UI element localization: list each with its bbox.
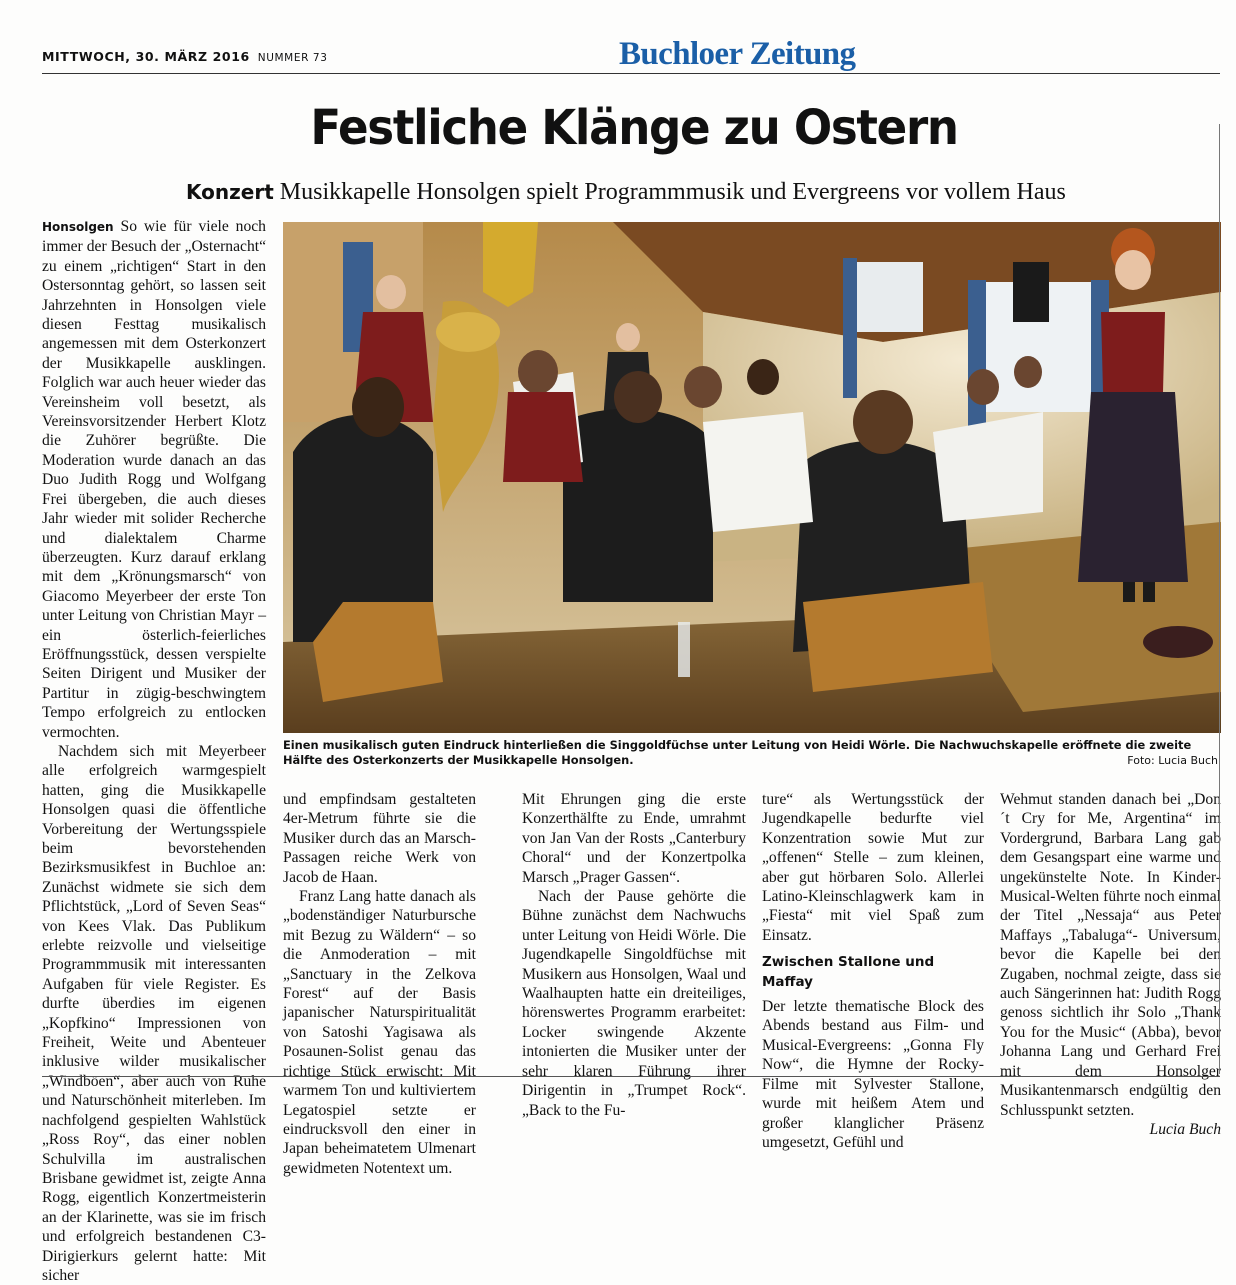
article-column-4 <box>762 790 984 1152</box>
paragraph: Mit Ehrungen ging die erste Konzerthälfte zu Ende, umrahmt von Jan Van der Rosts „Canterbury Choral“ und der Konzertpolka Marsch „Prager Gassen“. <box>522 791 746 886</box>
article-column-3 <box>522 790 746 1120</box>
issue-number: NUMMER 73 <box>257 52 328 64</box>
paragraph: ture“ als Wertungsstück der Jugendkapelle bedurfte viel Konzentration sowie Mut zur „offenen“ Stelle – zum kleinen, aber gut hörbaren Solo. Allerlei Latino-Kleinschlagwerk kam in „Fiesta“ mit viel Spaß zum Einsatz. <box>762 791 984 944</box>
article-column-5 <box>1000 790 1221 1139</box>
photo-credit: Foto: Lucia Buch <box>1127 754 1218 767</box>
article-subheadline: Konzert Musikkapelle Honsolgen spielt Programmmusik und Evergreens vor vollem Haus <box>186 179 1066 205</box>
paragraph: Nachdem sich mit Meyerbeer alle erfolgreich warmgespielt hatten, ging die Musikkapelle Honsolgen quasi die öffentliche Vorbereitung der Wertungsspiele beim bevorstehenden Bezirksmusikfest in Buchloe an: Zunächst widmete sie sich dem Pflichtstück, „Lord of Seven Seas“ von Kees Vlak. Das Publikum erlebte reizvolle und vielseitige Programmmusik mit interessanten Aufgaben für viele Register. Es durfte überdies im eigenen „Kopfkino“ Impressionen von Freiheit, Weite und Abenteuer inklusive wilder musikalischer „Windböen“, aber auch von Ruhe und Naturschönheit miterleben. Im nachfolgend gespielten Wahlstück „Ross Roy“, das einer noblen Schulvilla im australischen Brisbane gewidmet ist, zeigte Anna Rogg, eigentlich Konzertmeisterin an der Klarinette, was sie im frisch und erfolgreich bestandenen C3-Dirigierkurs gelernt hatte: Mit sicher <box>42 742 266 1284</box>
article-column-1: Honsolgen So wie für viele noch immer der Besuch der „Osternacht“ zu einem „richtigen“ Start in den Ostersonntag gehört, so lassen seit Jahrzehnten in Honsolgen viele diesen Festtag musikalisch angemessen mit dem Osterkonzert der Musikkapelle ausklingen. Folglich war auch heuer wieder das Vereinsheim voll besetzt, als Vereinsvorsitzender Herbert Klotz die Zuhörer begrüßte. Die Moderation wurde danach an das Duo Judith Rogg und Wolfgang Frei übergeben, die auch dieses Jahr wieder mit solider Recherche und dialektalem Charme überzeugten. Kurz darauf erklang mit dem „Krönungsmarsch“ von Giacomo Meyerbeer der erste Ton unter Leitung von Christian Mayr – ein österlich-feierliches Eröffnungsstück, dessen verspielte Seiten Dirigent und Musiker der Partitur in zügig-beschwingtem Tempo erfolgreich zu entlocken vermochten. Nachdem sich mit Meyerbeer alle erfolgreich warmgespielt hatten, ging die Musikkapelle Honsolgen quasi die öffentliche Vorbereitung der Wertungsspiele beim bevorstehenden Bezirksmusikfest in Buchloe an: Zunächst widmete sie sich dem Pflichtstück, „Lord of Seven Seas“ von Kees Vlak. Das Publikum erlebte reizvolle und vielseitige Programmmusik mit interessanten Aufgaben für viele Register. Es durfte überdies im eigenen „Kopfkino“ Impressionen von Freiheit, Weite und Abenteuer inklusive wilder musikalischer „Windböen“, aber auch von Ruhe und Naturschönheit miterleben. Im nachfolgend gespielten Wahlstück „Ross Roy“, das einer noblen Schulvilla im australischen Brisbane gewidmet ist, zeigte Anna Rogg, eigentlich Konzertmeisterin an der Klarinette, was sie im frisch und erfolgreich bestandenen C3-Dirigierkurs gelernt hatte: Mit sicher <box>42 218 266 1284</box>
paragraph: Wehmut standen danach bei „Don´t Cry for Me, Argentina“ im Vordergrund, Barbara Lang gab dem Gesangspart eine warme und ungekünstelte Note. In Kinder-Musical-Welten führte noch einmal der Titel „Nessaja“ aus Peter Maffays „Tabaluga“- Universum, bevor die Kapelle bei den Zugaben, nochmal zeigte, dass sie auch Sängerinnen hat: Judith Rogg genoss sichtlich ihr Solo „Thank You for the Music“ (Abba), bevor Johanna Lang und Gerhard Frei mit dem Honsolger Musikantenmarsch endgültig den Schlusspunkt setzten. <box>1000 791 1221 1119</box>
paragraph: Franz Lang hatte danach als „bodenständiger Naturbursche mit Bezug zu Wäldern“ – so die Anmoderation – mit „Sanctuary in the Zelkova Forest“ auf der Basis japanischer Naturspiritualität von Satoshi Yagisawa als Posaunen-Solist genau das richtige Stück erwischt: Mit warmem Ton und kultiviertem Legatospiel setzte er eindrucksvoll den einer in Japan beheimatetem Ulmenart gewidmeten Notentext um. <box>283 888 476 1177</box>
paragraph: und empfindsam gestalteten 4er-Metrum führte sie die Musiker durch das an Marsch-Passagen reiche Werk von Jacob de Haan. <box>283 791 476 886</box>
column-rule <box>1219 124 1220 1074</box>
header-rule <box>42 73 1220 74</box>
paragraph: Der letzte thematische Block des Abends bestand aus Film- und Musical-Evergreens: „Gonna Fly Now“, die Hymne der Rocky-Filme mit Sylvester Stallone, wurde mit heißem Atem und großer klanglicher Präsenz umgesetzt, Gefühl und <box>762 998 984 1151</box>
article-headline: Festliche Klänge zu Ostern <box>310 100 958 156</box>
paragraph: Nach der Pause gehörte die Bühne zunächst dem Nachwuchs unter Leitung von Heidi Wörle. Die Jugendkapelle Singoldfüchse mit Musikern aus Honsolgen, Waal und Waalhaupten hatte ein dreiteiliges, hörenswertes Programm erarbeitet: Locker swingende Akzente intonierten die Musiker unter der sehr klaren Führung ihrer Dirigentin in „Trumpet Rock“. „Back to the Fu- <box>522 888 746 1119</box>
issue-date: MITTWOCH, 30. MÄRZ 2016 NUMMER 73 <box>42 49 328 64</box>
concert-photo <box>283 222 1221 733</box>
article-kicker: Konzert <box>186 180 274 204</box>
newspaper-masthead: Buchloer Zeitung <box>619 36 856 72</box>
article-column-2 <box>283 790 476 1178</box>
photo-caption: Einen musikalisch guten Eindruck hinterließen die Singgoldfüchse unter Leitung von Heidi Wörle. Die Nachwuchskapelle eröffnete die zweite Hälfte des Osterkonzerts der Musikkapelle Honsolgen. <box>283 738 1192 767</box>
section-subheading: Zwischen Stallone und Maffay <box>762 954 935 990</box>
dateline: Honsolgen <box>42 220 114 234</box>
author-signature: Lucia Buch <box>1149 1120 1221 1138</box>
footer-rule <box>42 1076 1220 1077</box>
